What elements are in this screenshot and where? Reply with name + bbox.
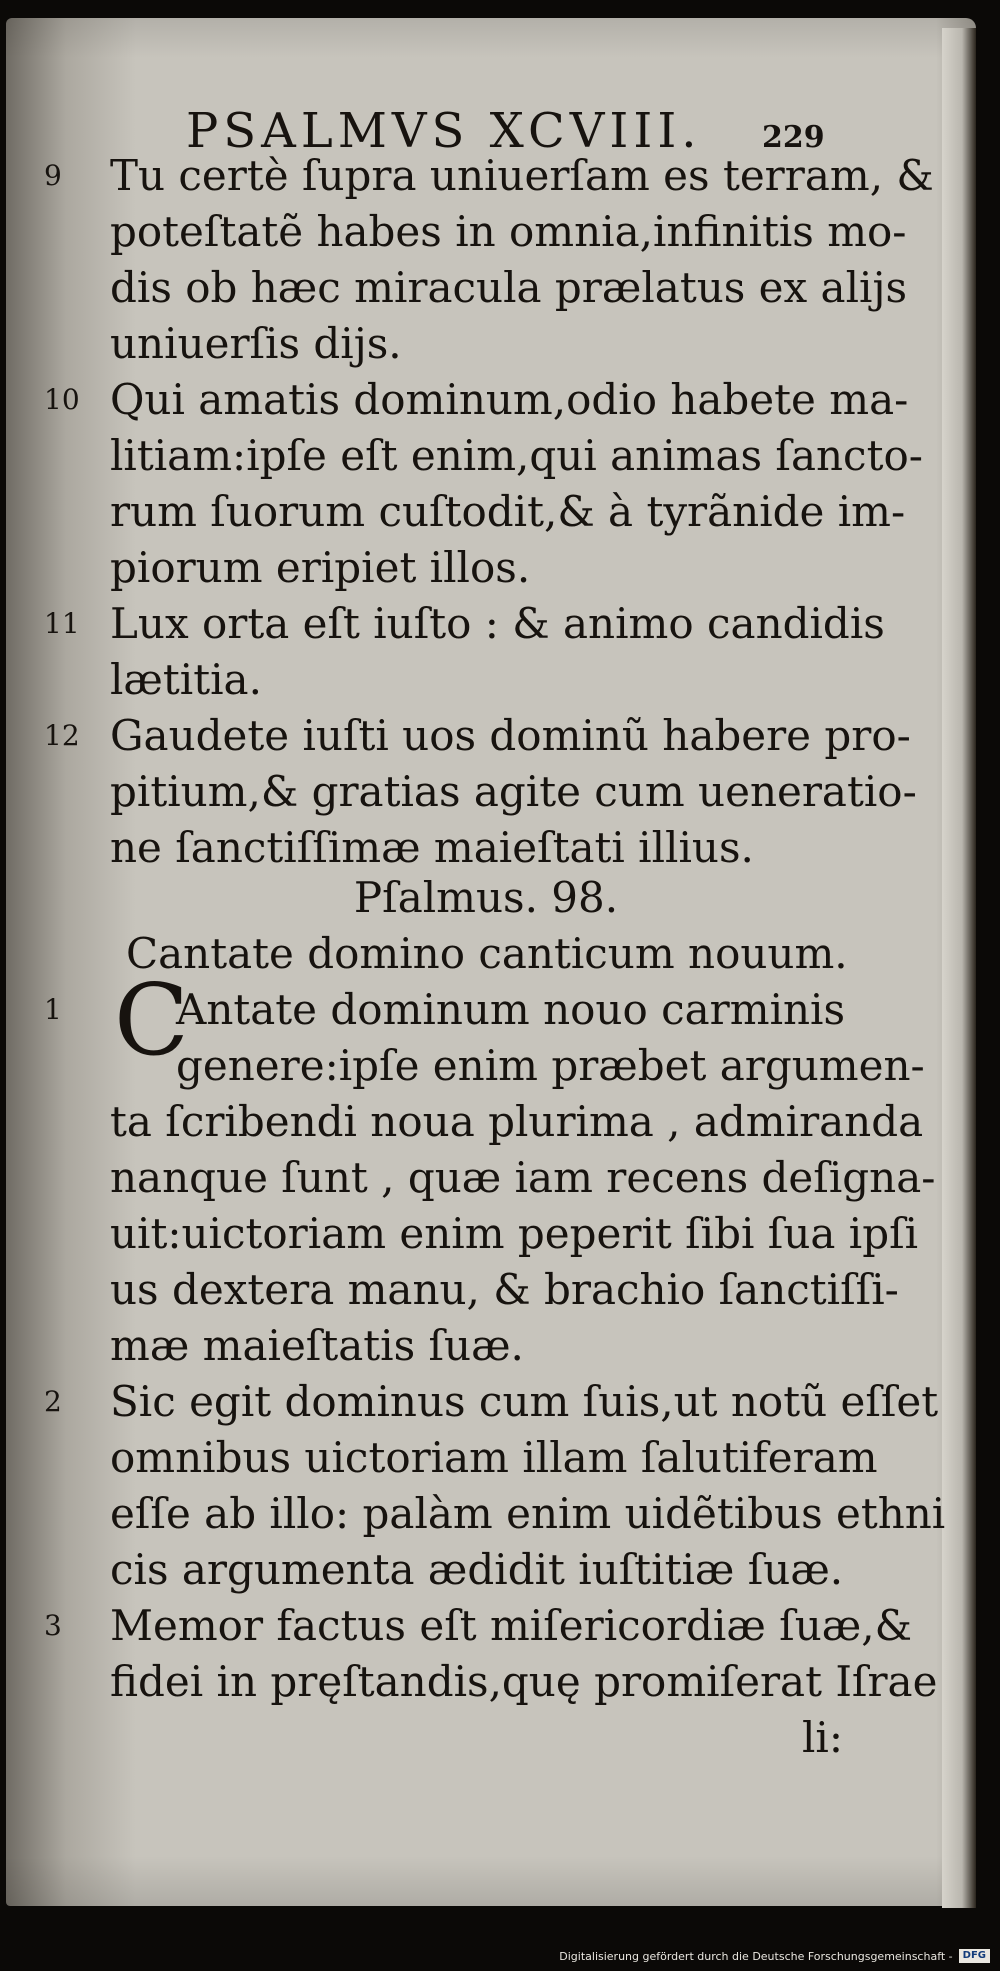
text-line: piorum eripiet illos. xyxy=(110,543,531,592)
verse-number: 12 xyxy=(44,719,80,752)
running-header: PSALMVS XCVIII. xyxy=(186,103,702,159)
text-line: Memor factus eſt miſericordiæ ſuæ,& xyxy=(110,1601,912,1650)
psalm-subtitle: Cantate domino canticum nouum. xyxy=(126,929,848,978)
text-line: eſſe ab illo: palàm enim uidẽtibus ethni xyxy=(110,1489,946,1538)
verse-number: 1 xyxy=(44,993,62,1026)
text-line: cis argumenta ædidit iuſtitiæ ſuæ. xyxy=(110,1545,844,1594)
catchword: li: xyxy=(802,1713,844,1762)
text-line: Tu certè ſupra uniuerſam es terram, & xyxy=(110,151,934,200)
text-line: genere:ipſe enim præbet argumen- xyxy=(176,1041,925,1090)
verse-number: 3 xyxy=(44,1609,62,1642)
text-line: litiam:ipſe eſt enim,qui animas ſancto- xyxy=(110,431,923,480)
text-line: nanque ſunt , quæ iam recens deſigna- xyxy=(110,1153,936,1202)
text-line: mæ maieſtatis ſuæ. xyxy=(110,1321,524,1370)
text-line: Antate dominum nouo carminis xyxy=(176,985,846,1034)
verse-number: 2 xyxy=(44,1385,62,1418)
text-line: uniuerſis dijs. xyxy=(110,319,402,368)
psalm-heading: Pſalmus. 98. xyxy=(353,873,619,922)
text-line: Gaudete iuſti uos dominũ habere pro- xyxy=(110,711,911,760)
text-line: dis ob hæc miracula prælatus ex aliјs xyxy=(110,263,908,312)
drop-cap-initial: C xyxy=(114,964,189,1078)
text-line: ne ſanctiſſimæ maieſtati illius. xyxy=(110,823,754,872)
text-line: omnibus uictoriam illam ſalutiferam xyxy=(110,1433,878,1482)
text-line: rum ſuorum cuſtodit,& à tyrãnide im- xyxy=(110,487,906,536)
text-line: Lux orta eſt iuſto : & animo candidis xyxy=(110,599,885,648)
digitization-credit xyxy=(559,1941,1000,1971)
text-line: fidei in pręſtandis,quę promiſerat Iſrae xyxy=(110,1657,938,1706)
credit-text: Digitalisierung gefördert durch die Deutsche Forschungsgemeinschaft - xyxy=(559,1949,953,1963)
verse-number: 9 xyxy=(44,159,62,192)
text-line: Sic egit dominus cum ſuis,ut notũ eſſet xyxy=(110,1377,939,1426)
dfg-logo-badge: DFG xyxy=(959,1949,990,1963)
text-line: ta ſcribendi noua plurima , admiranda xyxy=(110,1097,924,1146)
text-line: pitium,& gratias agite cum ueneratio- xyxy=(110,767,917,816)
text-line: lætitia. xyxy=(110,655,262,704)
text-line: uit:uictoriam enim peperit ſibi ſua ipſi xyxy=(110,1209,919,1258)
book-page xyxy=(6,18,976,1906)
page-text-block xyxy=(6,18,976,1906)
text-line: Qui amatis dominum,odio habete ma- xyxy=(110,375,909,424)
text-line: us dextera manu, & brachio ſanctiſſi- xyxy=(110,1265,899,1314)
text-line: poteſtatẽ habes in omnia,infinitis mo- xyxy=(110,207,907,256)
folio-number: 229 xyxy=(762,120,825,155)
verse-number: 11 xyxy=(44,607,80,640)
verse-number: 10 xyxy=(44,383,80,416)
